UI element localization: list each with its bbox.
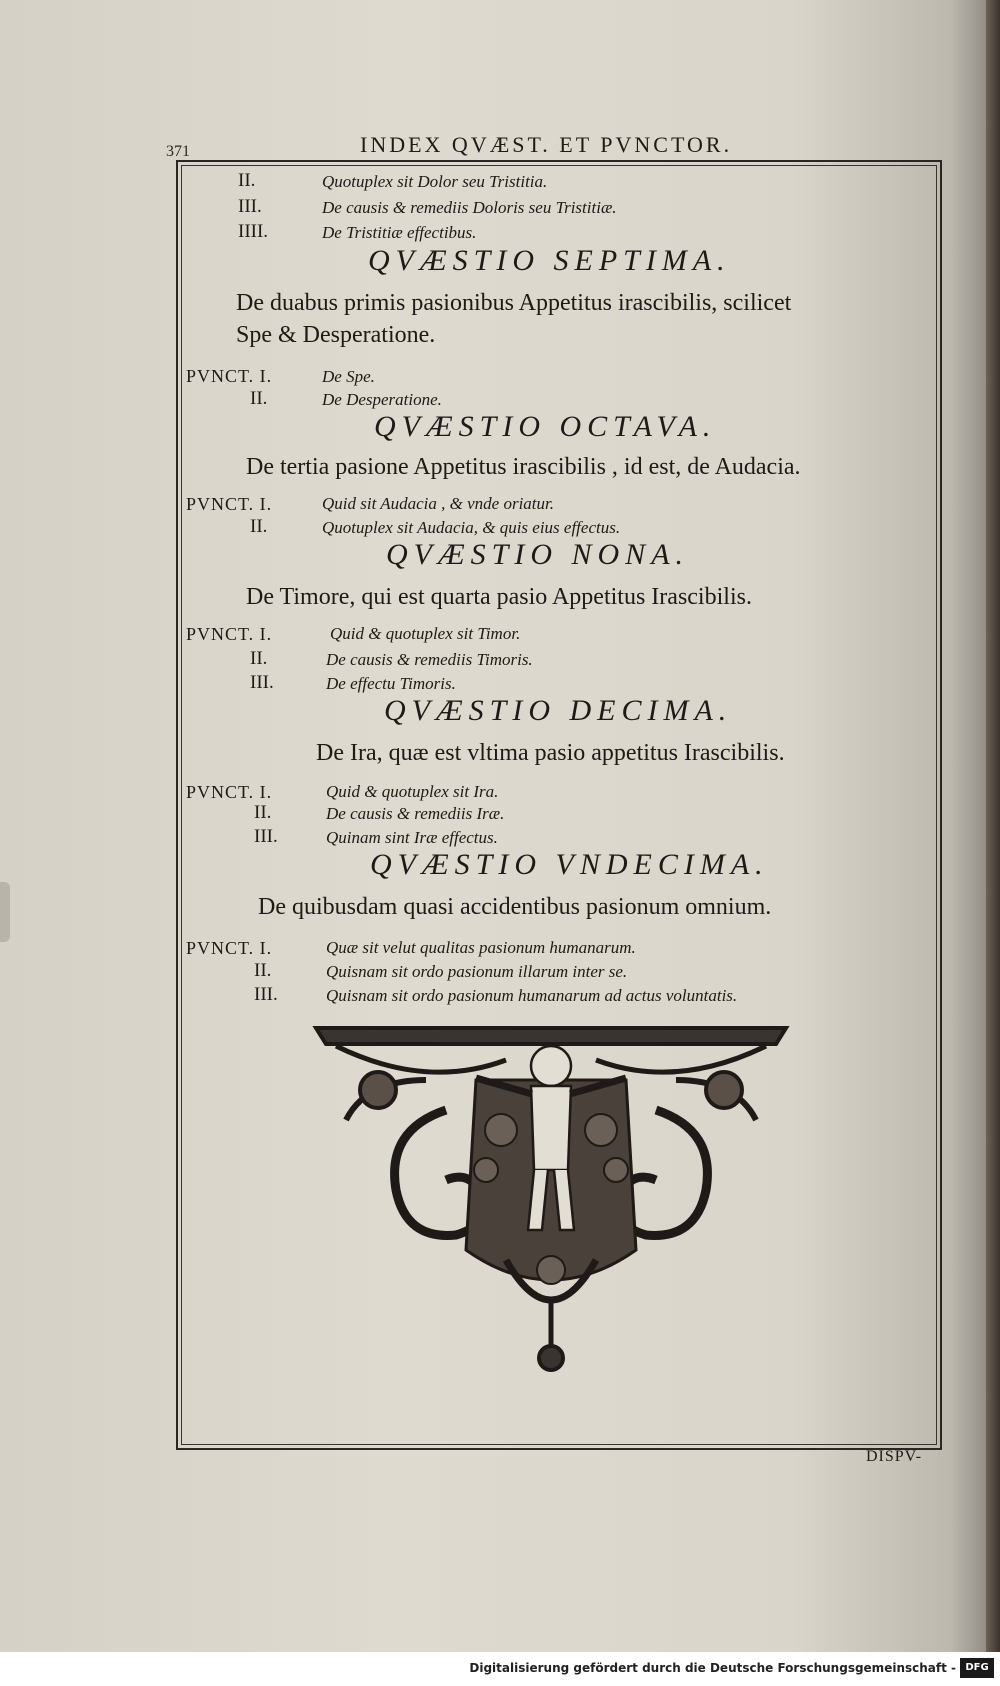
- punct-text: Quæ sit velut qualitas pasionum humanarum.: [326, 938, 636, 957]
- punct-text: Quisnam sit ordo pasionum humanarum ad actus voluntatis.: [326, 986, 738, 1005]
- question-heading: QVÆSTIO OCTAVA.: [374, 410, 717, 443]
- punct-number: III.: [250, 672, 274, 693]
- footer-credit: Digitalisierung gefördert durch die Deutsche Forschungsgemeinschaft -: [469, 1661, 956, 1675]
- page-header: [160, 128, 940, 158]
- punct-text: De causis & remediis Iræ.: [326, 804, 505, 823]
- punct-number: II.: [254, 802, 272, 823]
- punct-number: PVNCT. I.: [186, 782, 273, 802]
- punct-number: PVNCT. I.: [186, 366, 273, 386]
- digitization-footer: [0, 1652, 1000, 1686]
- cherub-tailpiece-ornament: [306, 1020, 796, 1380]
- punct-number: II.: [250, 388, 268, 409]
- punct-text: Quid & quotuplex sit Ira.: [326, 782, 499, 801]
- question-description: De quibusdam quasi accidentibus pasionum omnium.: [258, 894, 772, 920]
- entry-number: II.: [238, 170, 256, 191]
- question-heading: QVÆSTIO DECIMA.: [384, 694, 733, 727]
- punct-text: De causis & remediis Timoris.: [326, 650, 533, 669]
- punct-text: De effectu Timoris.: [326, 674, 456, 693]
- punct-text: Quinam sint Iræ effectus.: [326, 828, 498, 847]
- punct-text: De Desperatione.: [322, 390, 442, 409]
- entry-text: De causis & remediis Doloris seu Tristitiæ.: [322, 198, 617, 217]
- question-description: Spe & Desperatione.: [236, 322, 436, 348]
- punct-number: PVNCT. I.: [186, 938, 273, 958]
- punct-text: Quid & quotuplex sit Timor.: [330, 624, 521, 643]
- question-description: De duabus primis pasionibus Appetitus irascibilis, scilicet: [236, 290, 792, 316]
- running-title: INDEX QVÆST. ET PVNCTOR.: [360, 132, 733, 157]
- question-description: De Ira, quæ est vltima pasio appetitus Irascibilis.: [316, 740, 785, 766]
- punct-number: II.: [250, 648, 268, 669]
- dfg-logo: DFG: [960, 1658, 994, 1678]
- question-description: De tertia pasione Appetitus irascibilis , id est, de Audacia.: [246, 454, 801, 480]
- punct-text: Quotuplex sit Audacia, & quis eius effectus.: [322, 518, 621, 537]
- question-heading: QVÆSTIO SEPTIMA.: [368, 244, 731, 277]
- entry-text: De Tristitiæ effectibus.: [322, 223, 477, 242]
- punct-number: PVNCT. I.: [186, 494, 273, 514]
- catchword: DISPV-: [866, 1448, 923, 1465]
- punct-text: De Spe.: [322, 367, 375, 386]
- page-edge-tab: [0, 882, 10, 942]
- question-heading: QVÆSTIO NONA.: [386, 538, 690, 571]
- book-spine: [986, 0, 1000, 1652]
- punct-number: III.: [254, 984, 278, 1005]
- punct-number: III.: [254, 826, 278, 847]
- entry-number: IIII.: [238, 221, 269, 242]
- punct-text: Quisnam sit ordo pasionum illarum inter se.: [326, 962, 628, 981]
- punct-number: II.: [254, 960, 272, 981]
- question-description: De Timore, qui est quarta pasio Appetitus Irascibilis.: [246, 584, 752, 610]
- entry-number: III.: [238, 196, 262, 217]
- punct-number: II.: [250, 516, 268, 537]
- punct-text: Quid sit Audacia , & vnde oriatur.: [322, 494, 555, 513]
- question-heading: QVÆSTIO VNDECIMA.: [370, 848, 769, 881]
- punct-number: PVNCT. I.: [186, 624, 273, 644]
- page-number: 371: [166, 143, 190, 160]
- entry-text: Quotuplex sit Dolor seu Tristitia.: [322, 172, 548, 191]
